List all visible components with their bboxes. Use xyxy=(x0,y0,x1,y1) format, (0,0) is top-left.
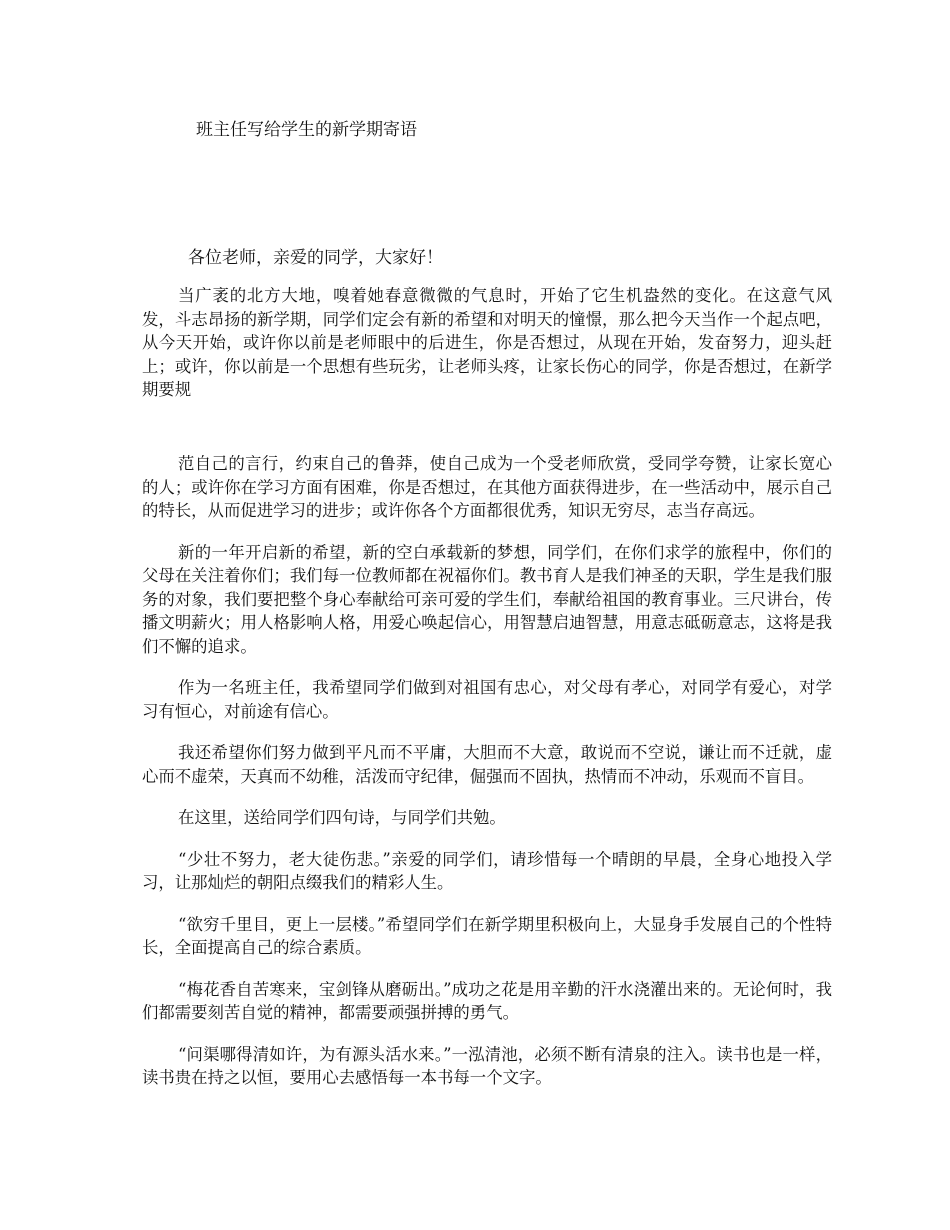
paragraph: 新的一年开启新的希望，新的空白承载新的梦想，同学们，在你们求学的旅程中，你们的父母在关注着你们；我们每一位教师都在祝福你们。教书育人是我们神圣的天职，学生是我们服务的对象，我们要把整个身心奉献给可亲可爱的学生们，奉献给祖国的教育事业。三尺讲台，传播文明薪火；用人格影响人格，用爱心唤起信心，用智慧启迪智慧，用意志砥砺意志，这将是我们不懈的追求。 xyxy=(142,542,832,656)
paragraph: 当广袤的北方大地，嗅着她春意微微的气息时，开始了它生机盎然的变化。在这意气风发，斗志昂扬的新学期，同学们定会有新的希望和对明天的憧憬，那么把今天当作一个起点吧，从今天开始，或许你以前是老师眼中的后进生，你是否想过，从现在开始，发奋努力，迎头赶上；或许，你以前是一个思想有些玩劣，让老师头疼，让家长伤心的同学，你是否想过，在新学期要规 xyxy=(142,286,832,399)
paragraph: “问渠哪得清如许，为有源头活水来。”一泓清池，必须不断有清泉的注入。读书也是一样，读书贵在持之以恒，要用心去感悟每一本书每一个文字。 xyxy=(142,1044,832,1087)
document-title: 班主任写给学生的新学期寄语 xyxy=(196,120,417,140)
paragraph: 作为一名班主任，我希望同学们做到对祖国有忠心，对父母有孝心，对同学有爱心，对学习有恒心，对前途有信心。 xyxy=(142,678,832,721)
paragraph: “少壮不努力，老大徒伤悲。”亲爱的同学们，请珍惜每一个晴朗的早晨，全身心地投入学习，让那灿烂的朝阳点缀我们的精彩人生。 xyxy=(142,849,832,892)
greeting: 各位老师，亲爱的同学，大家好！ xyxy=(188,248,443,268)
paragraph: “梅花香自苦寒来，宝剑锋从磨砺出。”成功之花是用辛勤的汗水浇灌出来的。无论何时，我们都需要刻苦自觉的精神，都需要顽强拼搏的勇气。 xyxy=(142,979,832,1022)
paragraph: 范自己的言行，约束自己的鲁莽，使自己成为一个受老师欣赏，受同学夸赞，让家长宽心的人；或许你在学习方面有困难，你是否想过，在其他方面获得进步，在一些活动中，展示自己的特长，从而促进学习的进步；或许你各个方面都很优秀，知识无穷尽，志当存高远。 xyxy=(142,454,832,520)
paragraph-block-2 xyxy=(142,452,832,1108)
paragraph-block-1 xyxy=(142,284,832,420)
paragraph: 在这里，送给同学们四句诗，与同学们共勉。 xyxy=(178,808,506,827)
paragraph: 我还希望你们努力做到平凡而不平庸，大胆而不大意，敢说而不空说，谦让而不迁就，虚心而不虚荣，天真而不幼稚，活泼而守纪律，倔强而不固执，热情而不冲动，乐观而不盲目。 xyxy=(142,743,832,786)
paragraph: “欲穷千里目，更上一层楼。”希望同学们在新学期里积极向上，大显身手发展自己的个性特长，全面提高自己的综合素质。 xyxy=(142,914,832,957)
